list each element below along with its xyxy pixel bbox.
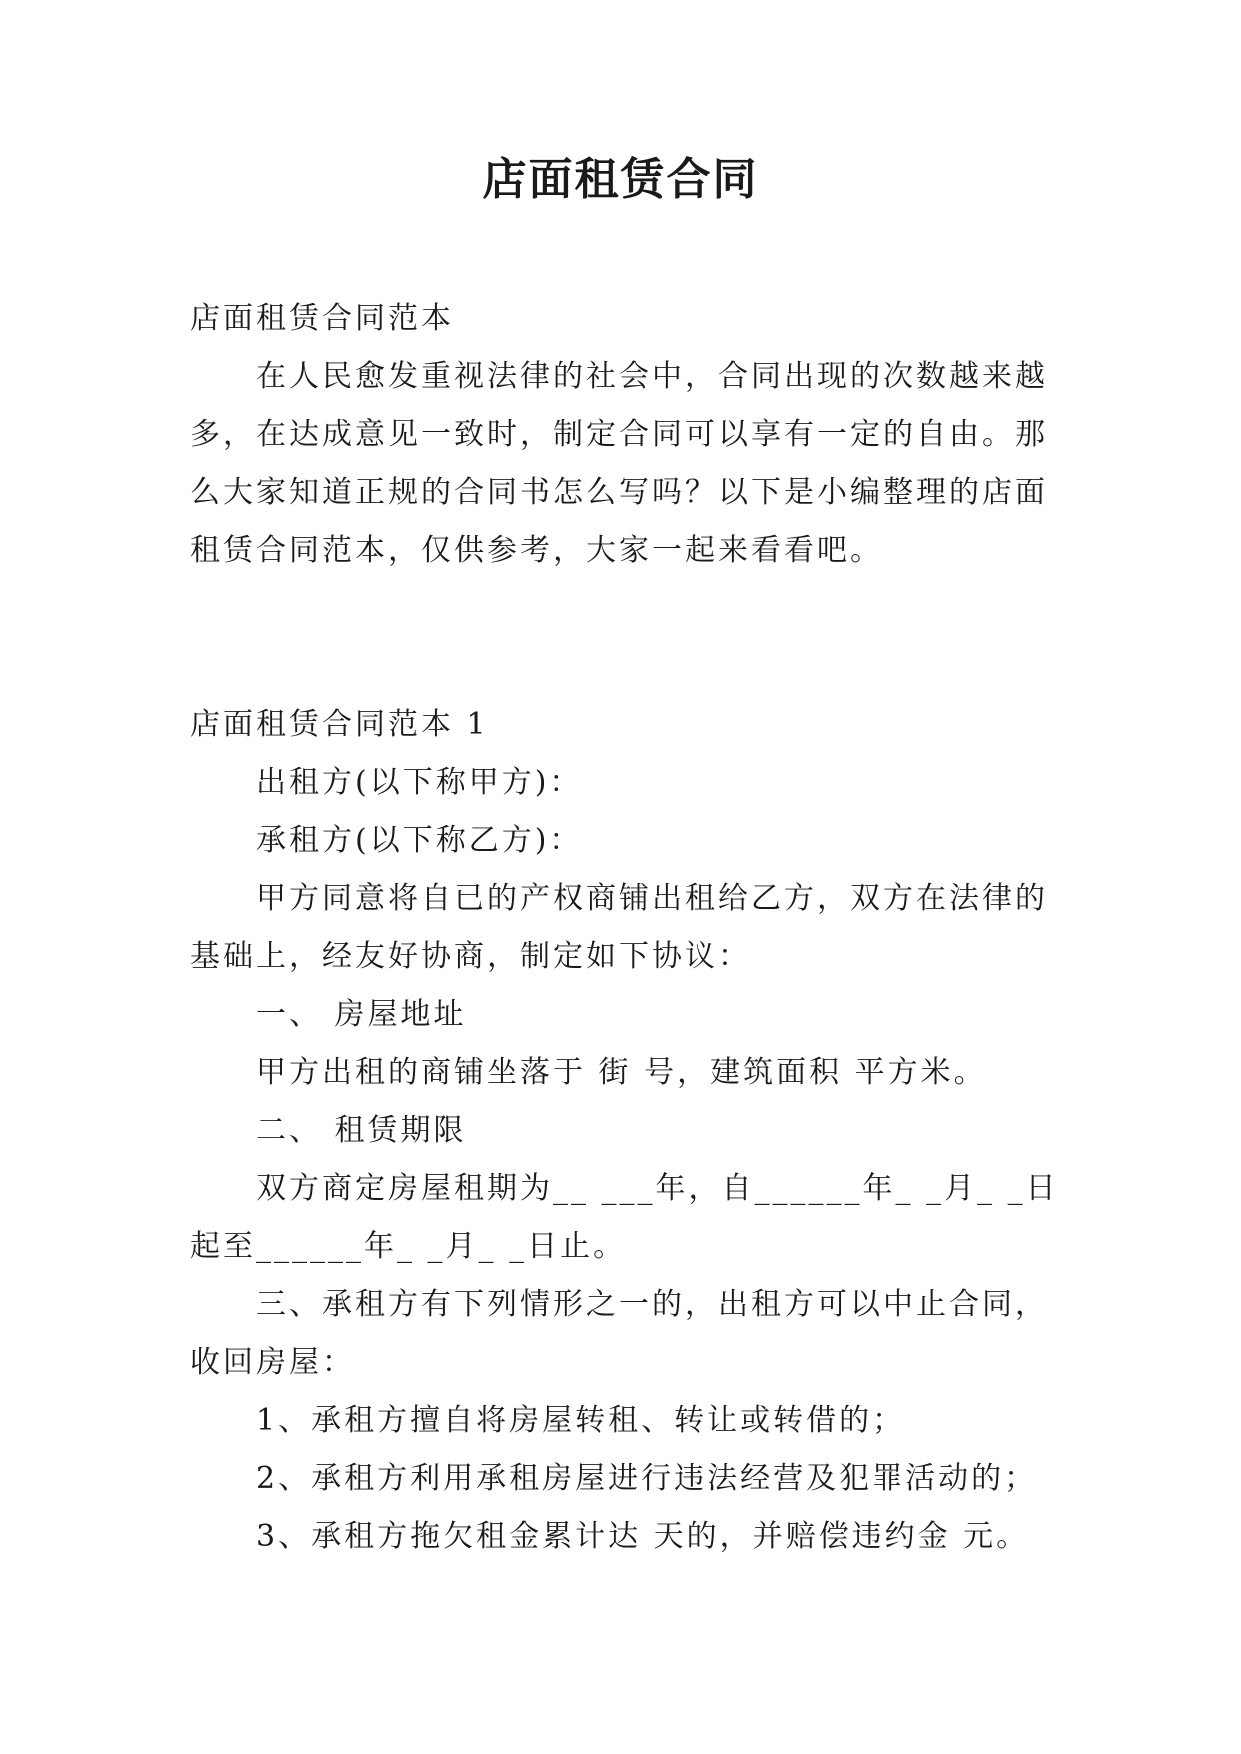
document-title: 店面租赁合同: [482, 154, 759, 205]
lessee-line: 承租方(以下称乙方)：: [256, 823, 583, 858]
term-paragraph: 双方商定房屋租期为__ ___年，自______年_ _月_ _日起至______年_ _月_ _日止。: [190, 1171, 1059, 1264]
address-paragraph: 甲方出租的商铺坐落于 街 号，建筑面积 平方米。: [256, 1055, 987, 1090]
document-body: [190, 290, 1060, 1566]
intro-paragraph: 在人民愈发重视法律的社会中，合同出现的次数越来越多，在达成意见一致时，制定合同可以享有一定的自由。那么大家知道正规的合同书怎么写吗？以下是小编整理的店面租赁合同范本，仅供参考，大家一起来看看吧。: [190, 359, 1048, 568]
section-heading: 店面租赁合同范本: [190, 301, 454, 336]
list-item: 3、承租方拖欠租金累计达 天的，并赔偿违约金 元。: [256, 1519, 1030, 1554]
list-item: 1、承租方擅自将房屋转租、转让或转借的；: [256, 1403, 906, 1438]
clause-heading: 一、 房屋地址: [256, 997, 467, 1032]
section-heading: 店面租赁合同范本 1: [190, 707, 489, 742]
agreement-paragraph: 甲方同意将自已的产权商铺出租给乙方，双方在法律的基础上，经友好协商，制定如下协议：: [190, 881, 1048, 974]
list-item: 2、承租方利用承租房屋进行违法经营及犯罪活动的；: [256, 1461, 1038, 1496]
section-spacer: [190, 580, 1060, 696]
termination-paragraph: 三、承租方有下列情形之一的，出租方可以中止合同，收回房屋：: [190, 1287, 1048, 1380]
lessor-line: 出租方(以下称甲方)：: [256, 765, 583, 800]
clause-heading: 二、 租赁期限: [256, 1113, 467, 1148]
